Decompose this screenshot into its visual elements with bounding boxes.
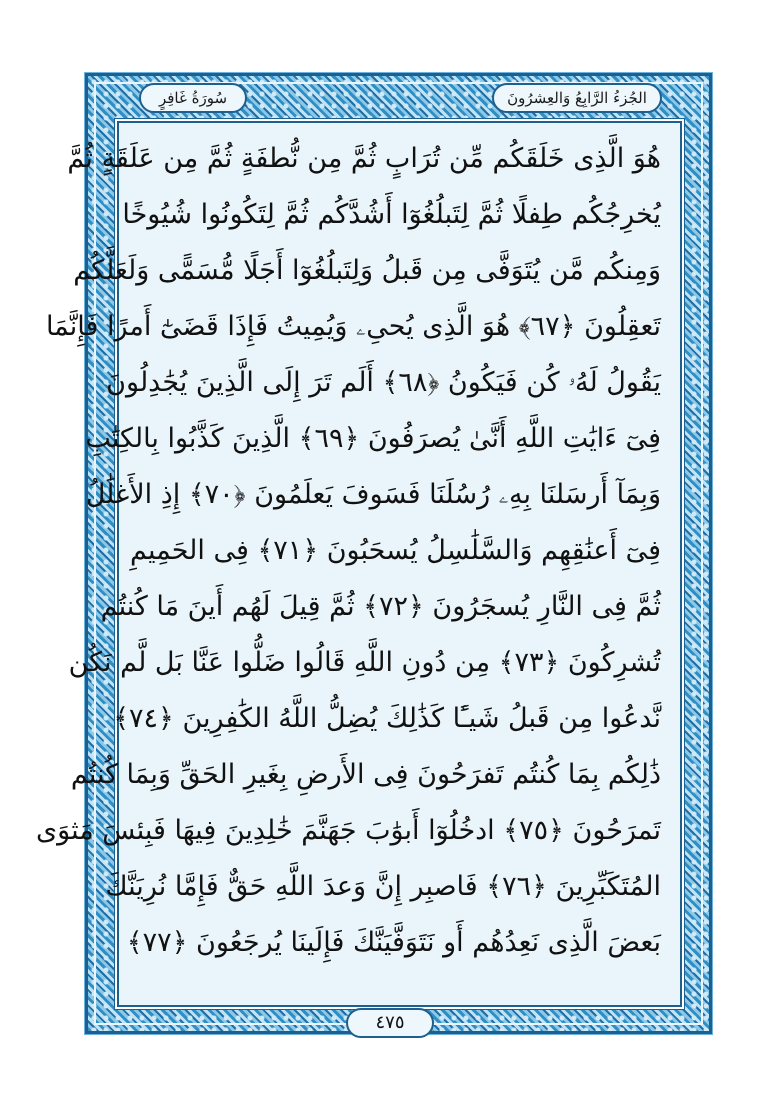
text-line: هُوَ الَّذِى خَلَقَكُم مِّن تُرَابٍ ثُمَّ مِن نُّطفَةٍ ثُمَّ مِن عَلَقَةٍ ثُمَّ xyxy=(67,143,661,174)
text-line: وَبِمَآ أَرسَلنَا بِهِۦ رُسُلَنَا فَسَوفَ يَعلَمُونَ ﴿٧٠﴾ إِذِ الأَغلَٰلُ xyxy=(85,479,661,510)
text-line: يَقُولُ لَهُۥ كُن فَيَكُونُ ﴿٦٨﴾ أَلَم تَرَ إِلَى الَّذِينَ يُجَٰدِلُونَ xyxy=(106,367,661,398)
text-line: بَعضَ الَّذِى نَعِدُهُم أَو نَتَوَفَّيَنَّكَ فَإِلَينَا يُرجَعُونَ ﴿٧٧﴾ xyxy=(126,927,661,958)
text-line: تُشرِكُونَ ﴿٧٣﴾ مِن دُونِ اللَّهِ قَالُوا ضَلُّوا عَنَّا بَل لَّم نَكُن xyxy=(68,647,661,678)
surah-title: سُورَةُ غَافِرٍ xyxy=(139,83,247,113)
text-line: تَعقِلُونَ ﴿٦٧﴾ هُوَ الَّذِى يُحىِۦ وَيُمِيتُ فَإِذَا قَضَىٰٓ أَمرًا فَإِنَّمَا xyxy=(45,311,661,342)
juz-title: الجُزءُ الرَّابِعُ وَالعِشرُونَ xyxy=(492,83,662,113)
text-line: فِىٓ أَعنَٰقِهِم وَالسَّلَٰسِلُ يُسحَبُونَ ﴿٧١﴾ فِى الحَمِيمِ xyxy=(130,535,661,566)
text-line: يُخرِجُكُم طِفلًا ثُمَّ لِتَبلُغُوٓا أَشُدَّكُم ثُمَّ لِتَكُونُوا شُيُوخًا xyxy=(122,199,661,230)
page-number: ٤٧٥ xyxy=(346,1008,434,1038)
text-line: تَمرَحُونَ ﴿٧٥﴾ ادخُلُوٓا أَبوَٰبَ جَهَنَّمَ خَٰلِدِينَ فِيهَا فَبِئسَ مَثوَى xyxy=(36,815,661,846)
text-line: وَمِنكُم مَّن يُتَوَفَّى مِن قَبلُ وَلِتَبلُغُوٓا أَجَلًا مُّسَمًّى وَلَعَلَّكُم xyxy=(73,255,661,286)
text-line: نَّدعُوا مِن قَبلُ شَيـًٔا كَذَٰلِكَ يُضِلُّ اللَّهُ الكَٰفِرِينَ ﴿٧٤﴾ xyxy=(113,703,661,734)
text-line: ثُمَّ فِى النَّارِ يُسجَرُونَ ﴿٧٢﴾ ثُمَّ قِيلَ لَهُم أَينَ مَا كُنتُم xyxy=(100,591,661,622)
text-line: فِىٓ ءَايَٰتِ اللَّهِ أَنَّىٰ يُصرَفُونَ ﴿٦٩﴾ الَّذِينَ كَذَّبُوا بِالكِتَٰبِ xyxy=(85,423,661,454)
text-line: المُتَكَبِّرِينَ ﴿٧٦﴾ فَاصبِر إِنَّ وَعدَ اللَّهِ حَقٌّ فَإِمَّا نُرِيَنَّكَ xyxy=(105,871,661,902)
text-line: ذَٰلِكُم بِمَا كُنتُم تَفرَحُونَ فِى الأَرضِ بِغَيرِ الحَقِّ وَبِمَا كُنتُم xyxy=(70,759,661,790)
